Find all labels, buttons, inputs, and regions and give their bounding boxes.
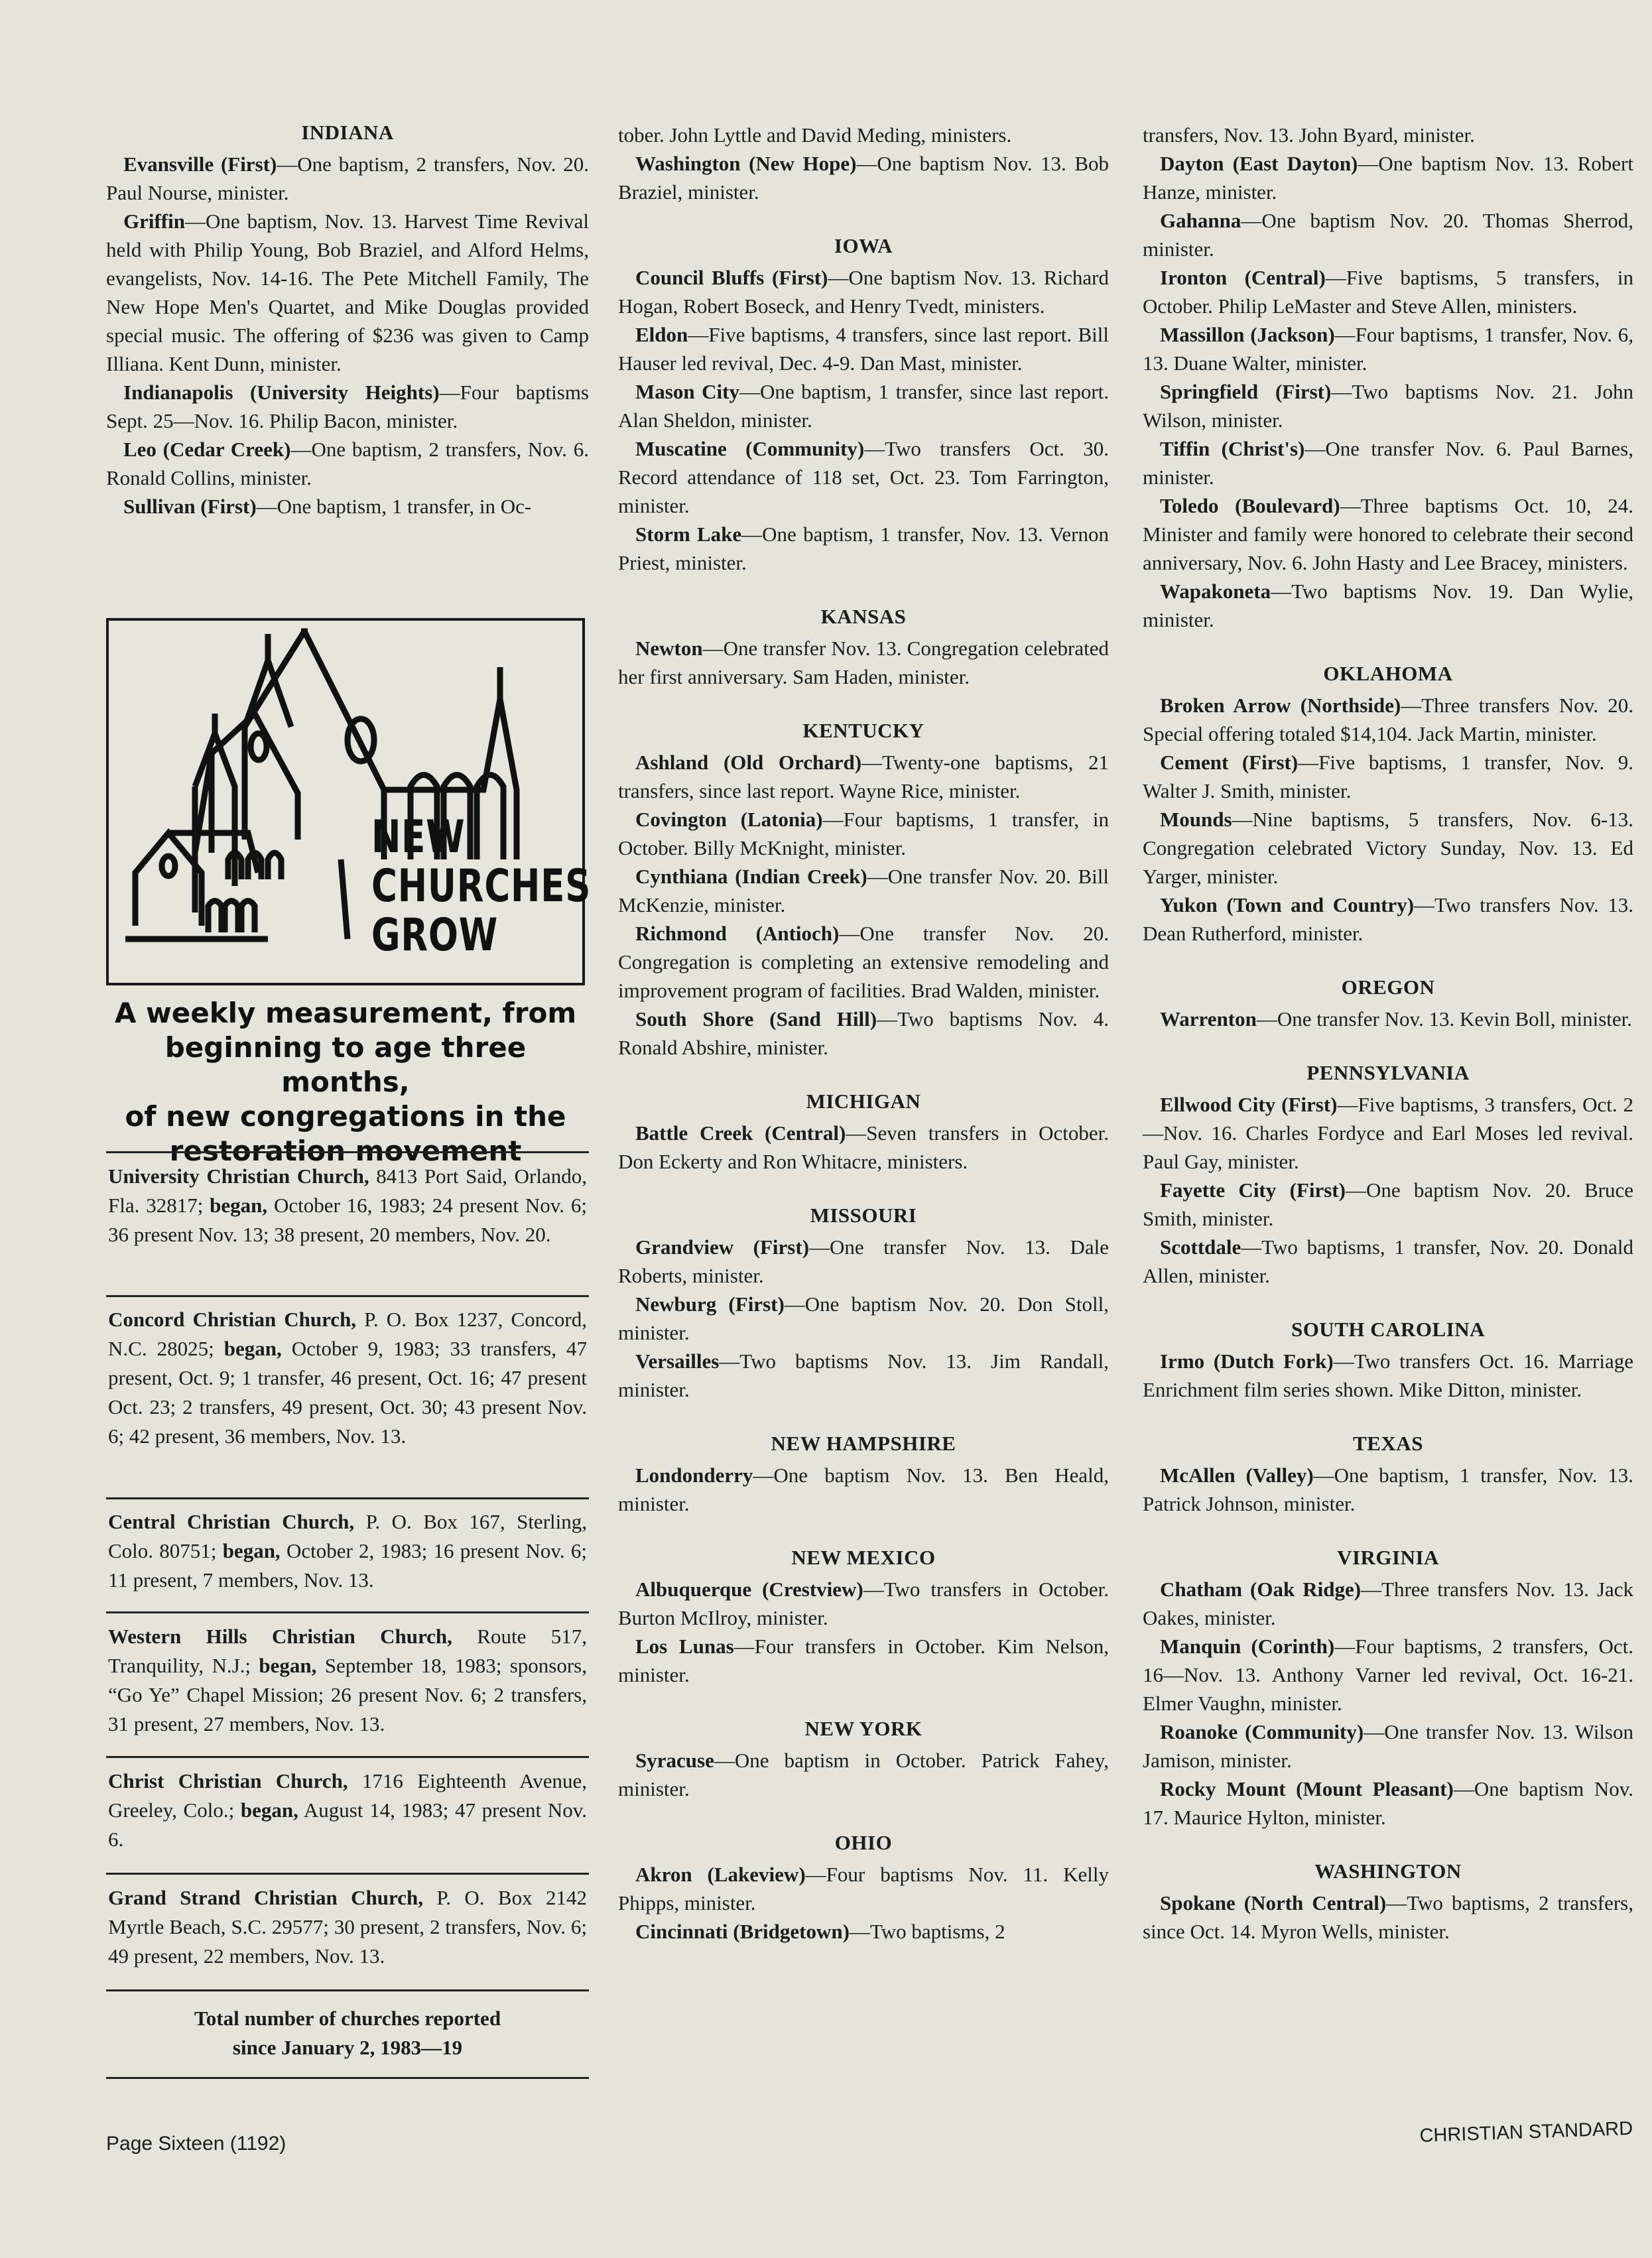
church-report-entry: [618, 377, 1109, 434]
church-report-entry: [618, 1347, 1109, 1404]
church-name: Scottdale: [1160, 1235, 1241, 1259]
church-report-entry: [1143, 320, 1633, 377]
church-name: Cynthiana (Indian Creek): [635, 865, 867, 888]
ad-headline-line: NEW: [371, 811, 466, 863]
report-text: —One baptism Nov. 13. Robert Hanze, minister.: [1143, 152, 1633, 204]
report-text: —One baptism in October. Patrick Fahey, minister.: [618, 1749, 1109, 1800]
church-name: Cincinnati (Bridgetown): [635, 1920, 850, 1943]
church-name: Fayette City (First): [1160, 1178, 1346, 1202]
report-text: —One transfer Nov. 20. Bill McKenzie, minister.: [618, 865, 1110, 916]
listing-began: began,: [222, 1539, 281, 1562]
church-report-entry: [618, 263, 1109, 320]
ad-subtitle-line: beginning to age three months,: [164, 1031, 527, 1098]
report-text: —Nine baptisms, 5 transfers, Nov. 6-13. Congregation celebrated Victory Sunday, Nov. 13. Ed Yarger, minister.: [1143, 808, 1633, 888]
report-text: —Two baptisms Nov. 19. Dan Wylie, minister.: [1143, 580, 1633, 631]
church-name: Los Lunas: [635, 1635, 734, 1658]
divider: [106, 1989, 589, 1991]
total-churches-reported: [106, 2004, 589, 2062]
church-report-entry: [618, 1005, 1109, 1062]
church-name: Versailles: [635, 1349, 720, 1373]
church-report-entry: [618, 149, 1109, 206]
listing-address: P. O. Box 167, Sterling, Colo. 80751;: [108, 1510, 587, 1562]
church-report-entry: [1143, 577, 1633, 634]
church-report-entry: [1143, 1775, 1633, 1832]
church-name: Wapakoneta: [1160, 580, 1271, 603]
report-text: —Four baptisms Nov. 11. Kelly Phipps, minister.: [618, 1863, 1110, 1914]
report-text: —One baptism Nov. 13. Ben Heald, minister.: [618, 1464, 1109, 1515]
report-text: —Five baptisms, 3 transfers, Oct. 2—Nov. 16. Charles Fordyce and Earl Moses led revival. Paul Gay, minister.: [1143, 1093, 1634, 1173]
report-text: —Four transfers in October. Kim Nelson, minister.: [618, 1635, 1109, 1686]
church-report-entry: [1143, 748, 1633, 805]
church-name: Washington (New Hope): [635, 152, 857, 175]
new-church-listing: [108, 1883, 587, 1971]
listing-began: began,: [240, 1798, 298, 1822]
report-text: —One transfer Nov. 13. Dale Roberts, minister.: [618, 1235, 1109, 1287]
listing-name: Christ Christian Church,: [108, 1769, 348, 1792]
church-report-entry: [1143, 1233, 1633, 1290]
listing-began: began,: [210, 1194, 268, 1217]
church-report-entry: [1143, 891, 1633, 948]
report-text: —Two baptisms Nov. 21. John Wilson, minister.: [1143, 380, 1633, 432]
church-name: Albuquerque (Crestview): [635, 1578, 863, 1601]
church-report-entry: [1143, 263, 1633, 320]
state-heading: KENTUCKY: [802, 719, 924, 742]
ad-headline: [371, 811, 592, 962]
state-heading: OKLAHOMA: [1323, 662, 1453, 685]
report-text: —Two transfers Oct. 16. Marriage Enrichment film series shown. Mike Ditton, minister.: [1143, 1349, 1633, 1401]
listing-began: began,: [223, 1337, 282, 1360]
state-heading: INDIANA: [301, 121, 394, 144]
church-report-entry: [618, 1917, 1109, 1946]
report-text: transfers, Nov. 13. John Byard, minister.: [1143, 123, 1475, 147]
new-church-listing: [108, 1305, 587, 1451]
church-report-entry: [618, 434, 1109, 520]
report-text: —Two baptisms Nov. 4. Ronald Abshire, minister.: [618, 1007, 1110, 1059]
report-text: —Five baptisms, 1 transfer, Nov. 9. Walter J. Smith, minister.: [1143, 751, 1633, 802]
church-name: Muscatine (Community): [635, 437, 865, 460]
church-name: Tiffin (Christ's): [1160, 437, 1305, 460]
report-text: —One baptism Nov. 20. Don Stoll, minister.: [618, 1292, 1109, 1344]
listing-began: began,: [259, 1654, 317, 1677]
church-report-entry: [106, 435, 589, 492]
church-report-entry: [618, 634, 1109, 691]
church-report-entry: [1143, 491, 1633, 577]
church-report-entry: [1143, 1347, 1633, 1404]
report-text: —Four baptisms, 2 transfers, Oct. 16—Nov. 13. Anthony Varner led revival, Oct. 16-21. Elmer Vaughn, minister.: [1143, 1635, 1633, 1715]
divider: [106, 2077, 589, 2079]
report-text: —One baptism Nov. 13. Bob Braziel, minister.: [618, 152, 1109, 204]
report-text: —One transfer Nov. 20. Congregation is completing an extensive remodeling and improvement program of facilities. Brad Walden, minister.: [618, 922, 1110, 1002]
report-text: —One baptism, 2 transfers, Nov. 6. Ronald Collins, minister.: [106, 438, 589, 489]
ad-subtitle-line: A weekly measurement, from: [114, 997, 577, 1029]
report-text: —Five baptisms, 5 transfers, in October. Philip LeMaster and Steve Allen, ministers.: [1143, 266, 1634, 318]
church-name: Ironton (Central): [1160, 266, 1326, 289]
state-heading: SOUTH CAROLINA: [1291, 1318, 1486, 1341]
church-report-entry: [1143, 206, 1633, 263]
church-report-entry: [618, 748, 1109, 805]
church-name: Syracuse: [635, 1749, 714, 1772]
listing-address: 1716 Eighteenth Avenue, Greeley, Colo.;: [108, 1769, 587, 1822]
report-text: —One baptism, 1 transfer, since last report. Alan Sheldon, minister.: [618, 380, 1110, 432]
listing-address: Route 517, Tranquility, N.J.;: [108, 1625, 587, 1677]
ad-subtitle: [106, 996, 585, 1168]
church-name: Chatham (Oak Ridge): [1160, 1578, 1362, 1601]
report-text: —One transfer Nov. 13. Kevin Boll, minister.: [1256, 1007, 1633, 1031]
church-report-entry: [106, 492, 589, 521]
report-text: —Two baptisms, 2 transfers, since Oct. 14. Myron Wells, minister.: [1143, 1891, 1633, 1943]
church-name: Storm Lake: [635, 523, 742, 546]
church-report-entry: [618, 121, 1109, 149]
new-church-listing: [108, 1507, 587, 1595]
report-text: —One baptism, Nov. 13. Harvest Time Revival held with Philip Young, Bob Braziel, and Alford Helms, evangelists, Nov. 14-16. The Pete Mitchell Family, The New Hope Men's Quartet, and Mike Douglas provided special music. The offering of $236 was given to Camp Illiana. Kent Dunn, minister.: [106, 210, 589, 375]
church-report-entry: [618, 805, 1109, 862]
report-text: —One baptism, 1 transfer, Nov. 13. Patrick Johnson, minister.: [1143, 1464, 1633, 1515]
church-report-entry: [618, 1233, 1109, 1290]
report-text: —One baptism Nov. 13. Richard Hogan, Robert Boseck, and Henry Tvedt, ministers.: [618, 266, 1109, 318]
church-report-entry: [618, 1461, 1109, 1518]
church-report-entry: [618, 862, 1109, 919]
church-name: Cement (First): [1160, 751, 1299, 774]
report-text: —Three transfers Nov. 20. Special offering totaled $14,104. Jack Martin, minister.: [1143, 694, 1633, 745]
church-name: Spokane (North Central): [1160, 1891, 1387, 1914]
report-text: —One baptism Nov. 20. Bruce Smith, minister.: [1143, 1178, 1633, 1230]
new-church-listing: [108, 1767, 587, 1854]
church-name: Irmo (Dutch Fork): [1160, 1349, 1334, 1373]
church-report-entry: [1143, 1176, 1633, 1233]
state-heading: NEW MEXICO: [791, 1546, 936, 1569]
page-number: Page Sixteen (1192): [106, 2133, 286, 2155]
ad-headline-line: GROW: [371, 909, 499, 962]
church-name: Rocky Mount (Mount Pleasant): [1160, 1777, 1454, 1800]
report-text: —Two baptisms Nov. 13. Jim Randall, minister.: [618, 1349, 1109, 1401]
church-report-entry: [1143, 1461, 1633, 1518]
divider: [106, 1873, 589, 1875]
listing-address: 8413 Port Said, Orlando, Fla. 32817;: [108, 1164, 587, 1217]
report-text: —One baptism, 2 transfers, Nov. 20. Paul Nourse, minister.: [106, 153, 589, 204]
column-3: [1143, 121, 1633, 1946]
report-text: —One transfer Nov. 13. Congregation celebrated her first anniversary. Sam Haden, minister.: [618, 637, 1109, 688]
church-name: Evansville (First): [123, 153, 277, 176]
church-report-entry: [1143, 1575, 1633, 1632]
report-text: —Two transfers Oct. 30. Record attendance of 118 set, Oct. 23. Tom Farrington, minister.: [618, 437, 1109, 517]
state-heading: TEXAS: [1353, 1432, 1423, 1455]
church-name: Yukon (Town and Country): [1160, 893, 1415, 916]
state-heading: PENNSYLVANIA: [1306, 1061, 1470, 1084]
ad-subtitle-line: restoration movement: [169, 1135, 522, 1167]
listing-details: October 9, 1983; 33 transfers, 47 present, Oct. 9; 1 transfer, 46 present, Oct. 16; 47 present Oct. 23; 2 transfers, 49 present, Oct. 30; 43 present Nov. 6; 42 present, 36 members, Nov. 13.: [108, 1337, 587, 1448]
report-text: —Two baptisms, 2: [849, 1920, 1005, 1943]
divider: [106, 1497, 589, 1499]
church-name: Covington (Latonia): [635, 808, 823, 831]
listing-details: September 18, 1983; sponsors, “Go Ye” Chapel Mission; 26 present Nov. 6; 2 transfers, 31 present, 27 members, Nov. 13.: [108, 1654, 587, 1735]
state-heading: OHIO: [834, 1831, 893, 1854]
church-report-entry: [1143, 1889, 1633, 1946]
state-heading: MICHIGAN: [806, 1090, 921, 1113]
column-1: [106, 121, 589, 521]
report-text: —One baptism, 1 transfer, Nov. 13. Vernon Priest, minister.: [618, 523, 1109, 574]
church-report-entry: [106, 207, 589, 378]
divider: [106, 1756, 589, 1758]
church-report-entry: [1143, 691, 1633, 748]
church-name: Londonderry: [635, 1464, 753, 1487]
church-report-entry: [1143, 1005, 1633, 1033]
church-report-entry: [1143, 1718, 1633, 1775]
report-text: —One baptism Nov. 17. Maurice Hylton, minister.: [1143, 1777, 1633, 1829]
report-text: —Twenty-one baptisms, 21 transfers, since last report. Wayne Rice, minister.: [618, 751, 1109, 802]
divider: [106, 1611, 589, 1613]
column-2: [618, 121, 1109, 1946]
church-name: Sullivan (First): [123, 495, 257, 518]
report-text: —Four baptisms, 1 transfer, Nov. 6, 13. Duane Walter, minister.: [1143, 323, 1633, 375]
new-church-listing: [108, 1622, 587, 1739]
church-name: Newburg (First): [635, 1292, 785, 1316]
state-heading: OREGON: [1341, 975, 1435, 999]
church-name: Massillon (Jackson): [1160, 323, 1335, 346]
report-text: —Two transfers in October. Burton McIlroy, minister.: [618, 1578, 1109, 1629]
church-report-entry: [618, 919, 1109, 1005]
church-name: Griffin: [123, 210, 185, 233]
report-text: —One transfer Nov. 13. Wilson Jamison, minister.: [1143, 1720, 1633, 1772]
state-heading: MISSOURI: [810, 1204, 917, 1227]
total-line: since January 2, 1983—19: [232, 2036, 463, 2059]
church-report-entry: [106, 150, 589, 207]
church-report-entry: [1143, 121, 1633, 149]
listing-name: Central Christian Church,: [108, 1510, 355, 1533]
church-name: Ellwood City (First): [1160, 1093, 1338, 1116]
church-report-entry: [618, 520, 1109, 577]
church-name: Toledo (Boulevard): [1160, 494, 1340, 517]
state-heading: WASHINGTON: [1314, 1859, 1462, 1883]
church-name: Mason City: [635, 380, 739, 403]
report-text: —One baptism, 1 transfer, in Oc-: [256, 495, 532, 518]
listing-name: Western Hills Christian Church,: [108, 1625, 452, 1648]
church-report-entry: [618, 1575, 1109, 1632]
church-name: Indianapolis (University Heights): [123, 381, 440, 404]
church-name: South Shore (Sand Hill): [635, 1007, 877, 1031]
report-text: —One baptism Nov. 20. Thomas Sherrod, minister.: [1143, 209, 1633, 261]
church-name: Akron (Lakeview): [635, 1863, 806, 1886]
church-name: Manquin (Corinth): [1160, 1635, 1335, 1658]
state-heading: NEW YORK: [804, 1717, 922, 1740]
report-text: —One transfer Nov. 6. Paul Barnes, minister.: [1143, 437, 1633, 489]
listing-name: Concord Christian Church,: [108, 1308, 357, 1331]
church-name: Dayton (East Dayton): [1160, 152, 1358, 175]
state-heading: VIRGINIA: [1337, 1546, 1439, 1569]
church-name: Mounds: [1160, 808, 1232, 831]
report-text: —Two transfers Nov. 13. Dean Rutherford, minister.: [1143, 893, 1633, 945]
church-name: Council Bluffs (First): [635, 266, 828, 289]
report-text: —Three transfers Nov. 13. Jack Oakes, minister.: [1143, 1578, 1634, 1629]
church-name: Grandview (First): [635, 1235, 810, 1259]
listing-name: Grand Strand Christian Church,: [108, 1886, 423, 1909]
ad-subtitle-line: of new congregations in the: [125, 1100, 566, 1133]
report-text: —Four baptisms, 1 transfer, in October. Billy McKnight, minister.: [618, 808, 1109, 859]
church-report-entry: [618, 1632, 1109, 1689]
total-line: Total number of churches reported: [194, 2007, 501, 2030]
church-report-entry: [1143, 1632, 1633, 1718]
church-report-entry: [1143, 1090, 1633, 1176]
report-text: tober. John Lyttle and David Meding, ministers.: [618, 123, 1012, 147]
ad-headline-line: CHURCHES: [371, 860, 592, 912]
state-heading: NEW HAMPSHIRE: [771, 1432, 956, 1455]
church-name: Warrenton: [1160, 1007, 1257, 1031]
church-report-entry: [1143, 805, 1633, 891]
report-text: —Seven transfers in October. Don Eckerty and Ron Whitacre, ministers.: [618, 1121, 1109, 1173]
state-heading: IOWA: [834, 234, 893, 257]
publication-name: CHRISTIAN STANDARD: [1419, 2117, 1633, 2147]
church-name: Eldon: [635, 323, 688, 346]
church-name: Roanoke (Community): [1160, 1720, 1364, 1743]
new-church-listing: [108, 1162, 587, 1249]
church-report-entry: [618, 320, 1109, 377]
report-text: —Five baptisms, 4 transfers, since last report. Bill Hauser led revival, Dec. 4-9. Dan Mast, minister.: [618, 323, 1109, 375]
church-name: Leo (Cedar Creek): [123, 438, 291, 461]
church-name: Gahanna: [1160, 209, 1241, 232]
church-report-entry: [618, 1860, 1109, 1917]
church-name: Richmond (Antioch): [635, 922, 840, 945]
report-text: —Three baptisms Oct. 10, 24. Minister and family were honored to celebrate their second anniversary, Nov. 6. John Hasty and Lee Bracey, ministers.: [1143, 494, 1633, 574]
church-name: Broken Arrow (Northside): [1160, 694, 1401, 717]
divider: [106, 1295, 589, 1297]
listing-details: October 16, 1983; 24 present Nov. 6; 36 present Nov. 13; 38 present, 20 members, Nov. 20.: [108, 1194, 587, 1246]
state-heading: KANSAS: [820, 605, 907, 628]
listing-address: P. O. Box 2142 Myrtle Beach, S.C. 29577; 30 present, 2 transfers, Nov. 6; 49 present, 22 members, Nov. 13.: [108, 1886, 587, 1968]
church-report-entry: [1143, 377, 1633, 434]
church-name: Battle Creek (Central): [635, 1121, 846, 1145]
church-report-entry: [106, 378, 589, 435]
church-name: Springfield (First): [1160, 380, 1332, 403]
report-text: —Two baptisms, 1 transfer, Nov. 20. Donald Allen, minister.: [1143, 1235, 1633, 1287]
church-report-entry: [618, 1119, 1109, 1176]
divider: [106, 1151, 589, 1153]
report-text: —Four baptisms Sept. 25—Nov. 16. Philip Bacon, minister.: [106, 381, 589, 432]
listing-name: University Christian Church,: [108, 1164, 369, 1188]
church-report-entry: [1143, 149, 1633, 206]
church-name: McAllen (Valley): [1160, 1464, 1314, 1487]
church-report-entry: [618, 1746, 1109, 1803]
listing-details: August 14, 1983; 47 present Nov. 6.: [108, 1798, 587, 1851]
church-name: Ashland (Old Orchard): [635, 751, 862, 774]
listing-address: P. O. Box 1237, Concord, N.C. 28025;: [108, 1308, 587, 1360]
church-report-entry: [1143, 434, 1633, 491]
listing-details: October 2, 1983; 16 present Nov. 6; 11 present, 7 members, Nov. 13.: [108, 1539, 587, 1592]
church-report-entry: [618, 1290, 1109, 1347]
church-name: Newton: [635, 637, 703, 660]
